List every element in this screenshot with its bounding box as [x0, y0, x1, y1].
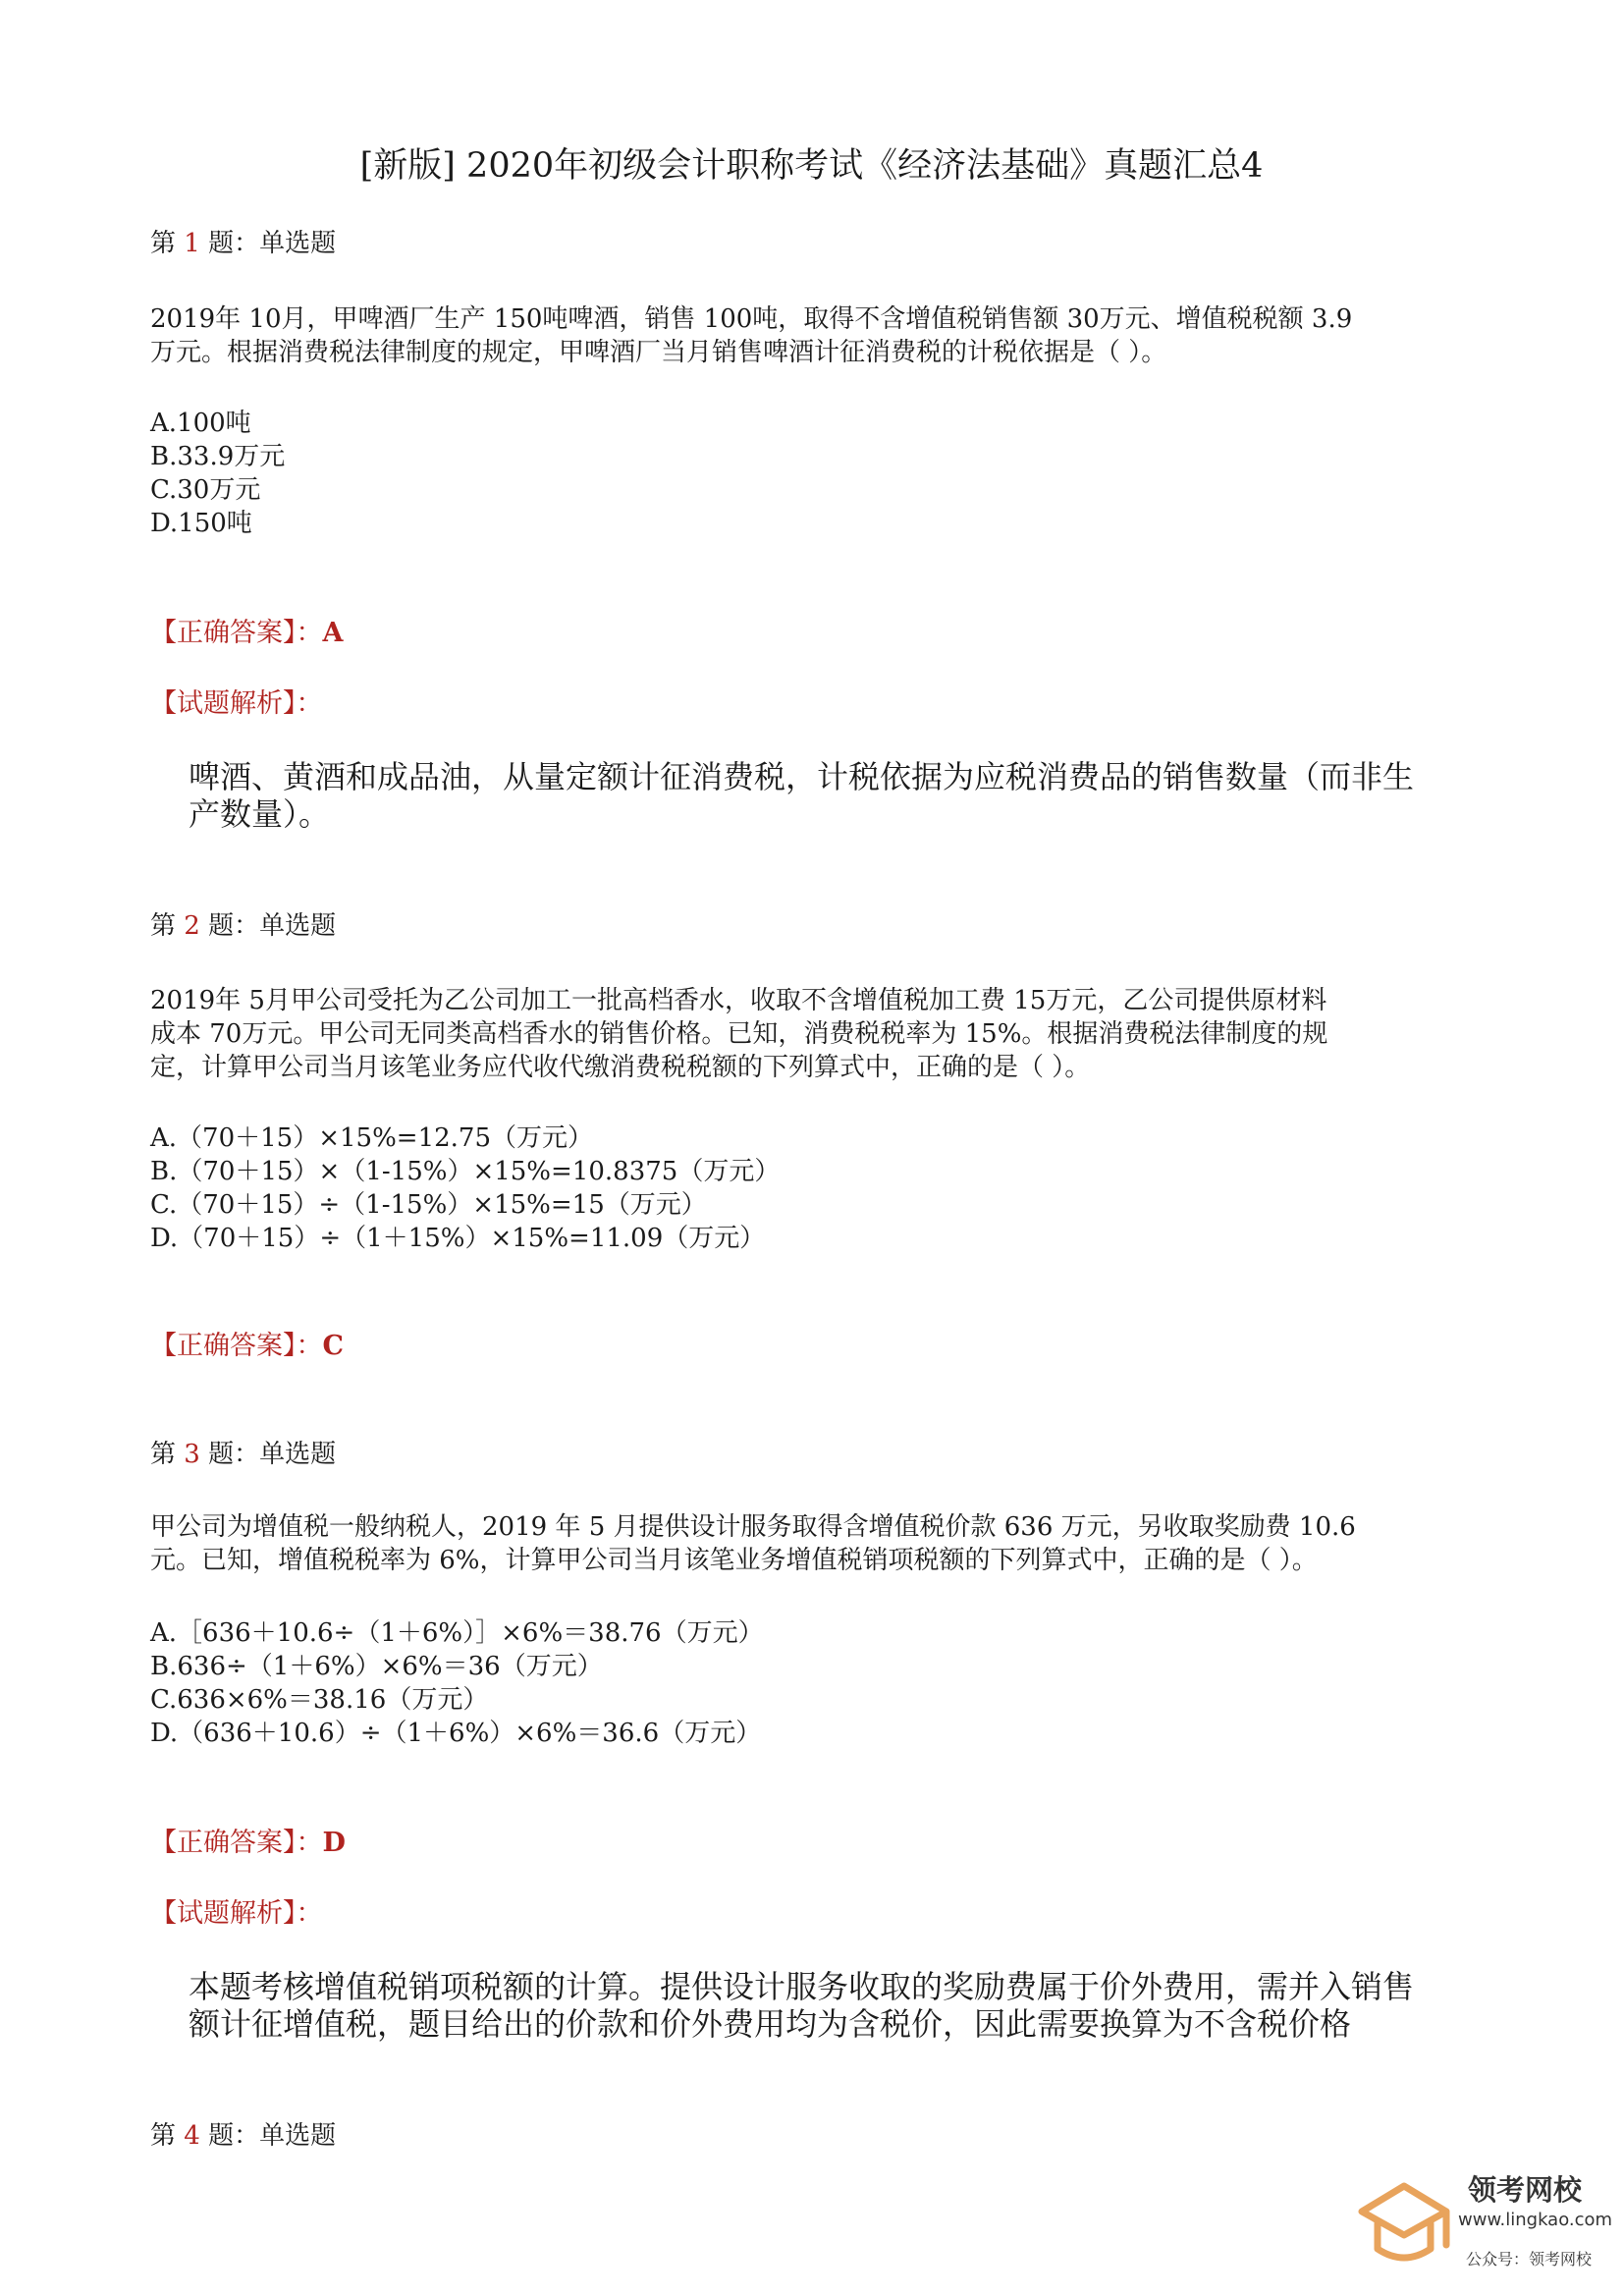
explanation-line: 本题考核增值税销项税额的计算。提供设计服务收取的奖励费属于价外费用，需并入销售 — [189, 1968, 1415, 2005]
option-d: D.150吨 — [150, 509, 252, 538]
q-suffix: 题：单选题 — [199, 2121, 337, 2151]
option-b: B.（70＋15）×（1-15%）×15%=10.8375（万元） — [150, 1157, 781, 1186]
question-number: 3 — [184, 1440, 200, 1469]
option-a: A.100吨 — [150, 409, 251, 438]
question-stem-line: 2019年 5月甲公司受托为乙公司加工一批高档香水，收取不含增值税加工费 15万元，乙公司提供原材料 — [150, 986, 1327, 1015]
explanation-label: 【试题解析】： — [150, 688, 323, 719]
option-a: A.［636＋10.6÷（1＋6%）］×6%＝38.76（万元） — [150, 1618, 764, 1648]
question-header — [150, 2119, 336, 2153]
explanation-label: 【试题解析】： — [150, 1898, 323, 1929]
option-c: C.636×6%＝38.16（万元） — [150, 1685, 489, 1715]
q-suffix: 题：单选题 — [199, 229, 337, 258]
q-prefix: 第 — [150, 1440, 185, 1469]
explanation-line: 产数量）。 — [189, 795, 331, 833]
option-a: A.（70＋15）×15%=12.75（万元） — [150, 1123, 594, 1153]
answer-label: 【正确答案】： — [150, 1828, 323, 1858]
question-stem-line: 成本 70万元。甲公司无同类高档香水的销售价格。已知，消费税税率为 15%。根据消费税法律制度的规 — [150, 1019, 1328, 1049]
q-prefix: 第 — [150, 911, 185, 941]
graduation-cap-icon — [1352, 2164, 1456, 2280]
answer-value: C — [322, 1331, 344, 1361]
question-stem-line: 定，计算甲公司当月该笔业务应代收代缴消费税税额的下列算式中，正确的是（ ）。 — [150, 1053, 1091, 1082]
question-stem-line: 甲公司为增值税一般纳税人，2019 年 5 月提供设计服务取得含增值税价款 636 万元，另收取奖励费 10.6 — [150, 1512, 1356, 1542]
watermark-logo — [1352, 2160, 1613, 2288]
question-stem-line: 万元。根据消费税法律制度的规定，甲啤酒厂当月销售啤酒计征消费税的计税依据是（ ）。 — [150, 338, 1167, 367]
option-b: B.636÷（1＋6%）×6%＝36（万元） — [150, 1652, 603, 1681]
answer-label: 【正确答案】： — [150, 1331, 323, 1361]
q-prefix: 第 — [150, 2121, 185, 2151]
watermark-brand: 领考网校 — [1468, 2173, 1583, 2207]
q-suffix: 题：单选题 — [199, 911, 337, 941]
option-c: C.30万元 — [150, 475, 261, 505]
question-header — [150, 227, 336, 260]
option-d: D.（70＋15）÷（1＋15%）×15%=11.09（万元） — [150, 1224, 766, 1253]
correct-answer — [150, 1827, 346, 1860]
explanation-line: 啤酒、黄酒和成品油，从量定额计征消费税，计税依据为应税消费品的销售数量（而非生 — [189, 758, 1415, 795]
answer-label: 【正确答案】： — [150, 618, 323, 648]
question-stem-line: 2019年 10月，甲啤酒厂生产 150吨啤酒，销售 100吨，取得不含增值税销售额 30万元、增值税税额 3.9 — [150, 304, 1353, 334]
question-header — [150, 1438, 336, 1471]
correct-answer — [150, 1330, 344, 1363]
watermark-account: 公众号：领考网校 — [1466, 2250, 1593, 2269]
option-b: B.33.9万元 — [150, 442, 286, 471]
question-number: 1 — [184, 229, 200, 258]
q-suffix: 题：单选题 — [199, 1440, 337, 1469]
watermark-site: www.lingkao.com — [1458, 2210, 1613, 2230]
option-d: D.（636＋10.6）÷（1＋6%）×6%＝36.6（万元） — [150, 1719, 762, 1748]
answer-value: A — [322, 618, 344, 648]
question-number: 2 — [184, 911, 200, 941]
question-stem-line: 元。已知，增值税税率为 6%，计算甲公司当月该笔业务增值税销项税额的下列算式中，正确的是（ ）。 — [150, 1546, 1318, 1575]
correct-answer — [150, 617, 343, 650]
explanation-line: 额计征增值税，题目给出的价款和价外费用均为含税价，因此需要换算为不含税价格 — [189, 2005, 1352, 2043]
question-number: 4 — [184, 2121, 200, 2151]
answer-value: D — [322, 1828, 346, 1858]
question-header — [150, 909, 336, 943]
option-c: C.（70＋15）÷（1-15%）×15%=15（万元） — [150, 1190, 707, 1220]
q-prefix: 第 — [150, 229, 185, 258]
page-title: [新版] 2020年初级会计职称考试《经济法基础》真题汇总4 — [359, 146, 1264, 186]
